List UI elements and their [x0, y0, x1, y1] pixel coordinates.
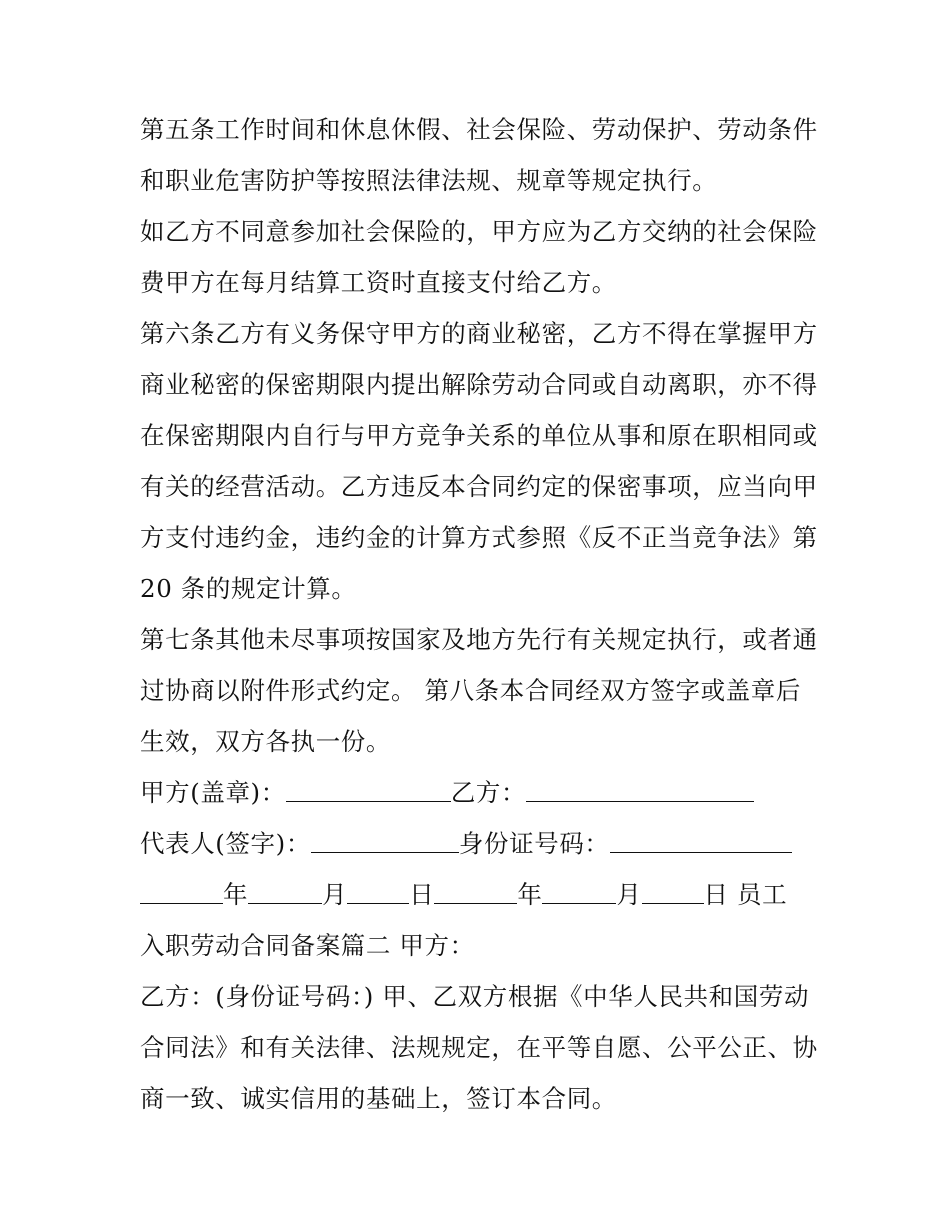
month-label: 月 [616, 880, 642, 909]
paragraph-line: 方支付违约金，违约金的计算方式参照《反不正当竞争法》第 [140, 523, 818, 552]
paragraph-line: 第七条其他未尽事项按国家及地方先行有关规定执行，或者通 [140, 625, 818, 654]
party-a-blank[interactable] [286, 767, 451, 802]
id-number-blank[interactable] [610, 818, 792, 853]
paragraph-line: 生效，双方各执一份。 [140, 727, 391, 756]
month-blank-b[interactable] [542, 869, 616, 904]
month-blank-a[interactable] [248, 869, 322, 904]
signature-line-dates [140, 869, 820, 920]
party-a-label: 甲方(盖章)： [140, 778, 286, 807]
date-trailing-text: 员工 [728, 880, 788, 909]
day-blank-b[interactable] [642, 869, 704, 904]
day-label: 日 [703, 880, 729, 909]
day-label: 日 [409, 880, 435, 909]
year-blank-b[interactable] [434, 869, 517, 904]
paragraph-line: 商一致、诚实信用的基础上，签订本合同。 [140, 1084, 617, 1113]
paragraph-line: 合同法》和有关法律、法规规定，在平等自愿、公平公正、协 [140, 1033, 818, 1062]
paragraph-line: 有关的经营活动。乙方违反本合同约定的保密事项，应当向甲 [140, 472, 818, 501]
year-label: 年 [517, 880, 543, 909]
id-number-label: 身份证号码： [458, 829, 610, 858]
paragraph-line: 如乙方不同意参加社会保险的，甲方应为乙方交纳的社会保险 [140, 217, 818, 246]
paragraph-line: 第五条工作时间和休息休假、社会保险、劳动保护、劳动条件 [140, 115, 818, 144]
paragraph-line: 和职业危害防护等按照法律法规、规章等规定执行。 [140, 166, 718, 195]
day-blank-a[interactable] [347, 869, 409, 904]
month-label: 月 [322, 880, 348, 909]
paragraph-line: 费甲方在每月结算工资时直接支付给乙方。 [140, 268, 617, 297]
representative-label: 代表人(签字)： [140, 829, 311, 858]
representative-blank[interactable] [311, 818, 459, 853]
year-label: 年 [223, 880, 249, 909]
paragraph-line: 第六条乙方有义务保守甲方的商业秘密，乙方不得在掌握甲方 [140, 319, 818, 348]
paragraph-line: 乙方：(身份证号码：) 甲、乙双方根据《中华人民共和国劳动 [140, 982, 810, 1011]
year-blank-a[interactable] [140, 869, 223, 904]
paragraph-line: 20 条的规定计算。 [140, 574, 357, 603]
party-b-label: 乙方： [450, 778, 527, 807]
contract-text [140, 104, 820, 1124]
paragraph-line: 入职劳动合同备案篇二 甲方： [140, 931, 475, 960]
party-b-blank[interactable] [526, 767, 754, 802]
paragraph-line: 商业秘密的保密期限内提出解除劳动合同或自动离职，亦不得 [140, 370, 818, 399]
paragraph-line: 在保密期限内自行与甲方竞争关系的单位从事和原在职相同或 [140, 421, 818, 450]
signature-line-parties [140, 767, 820, 818]
signature-line-representative [140, 818, 820, 869]
paragraph-line: 过协商以附件形式约定。 第八条本合同经双方签字或盖章后 [140, 676, 801, 705]
